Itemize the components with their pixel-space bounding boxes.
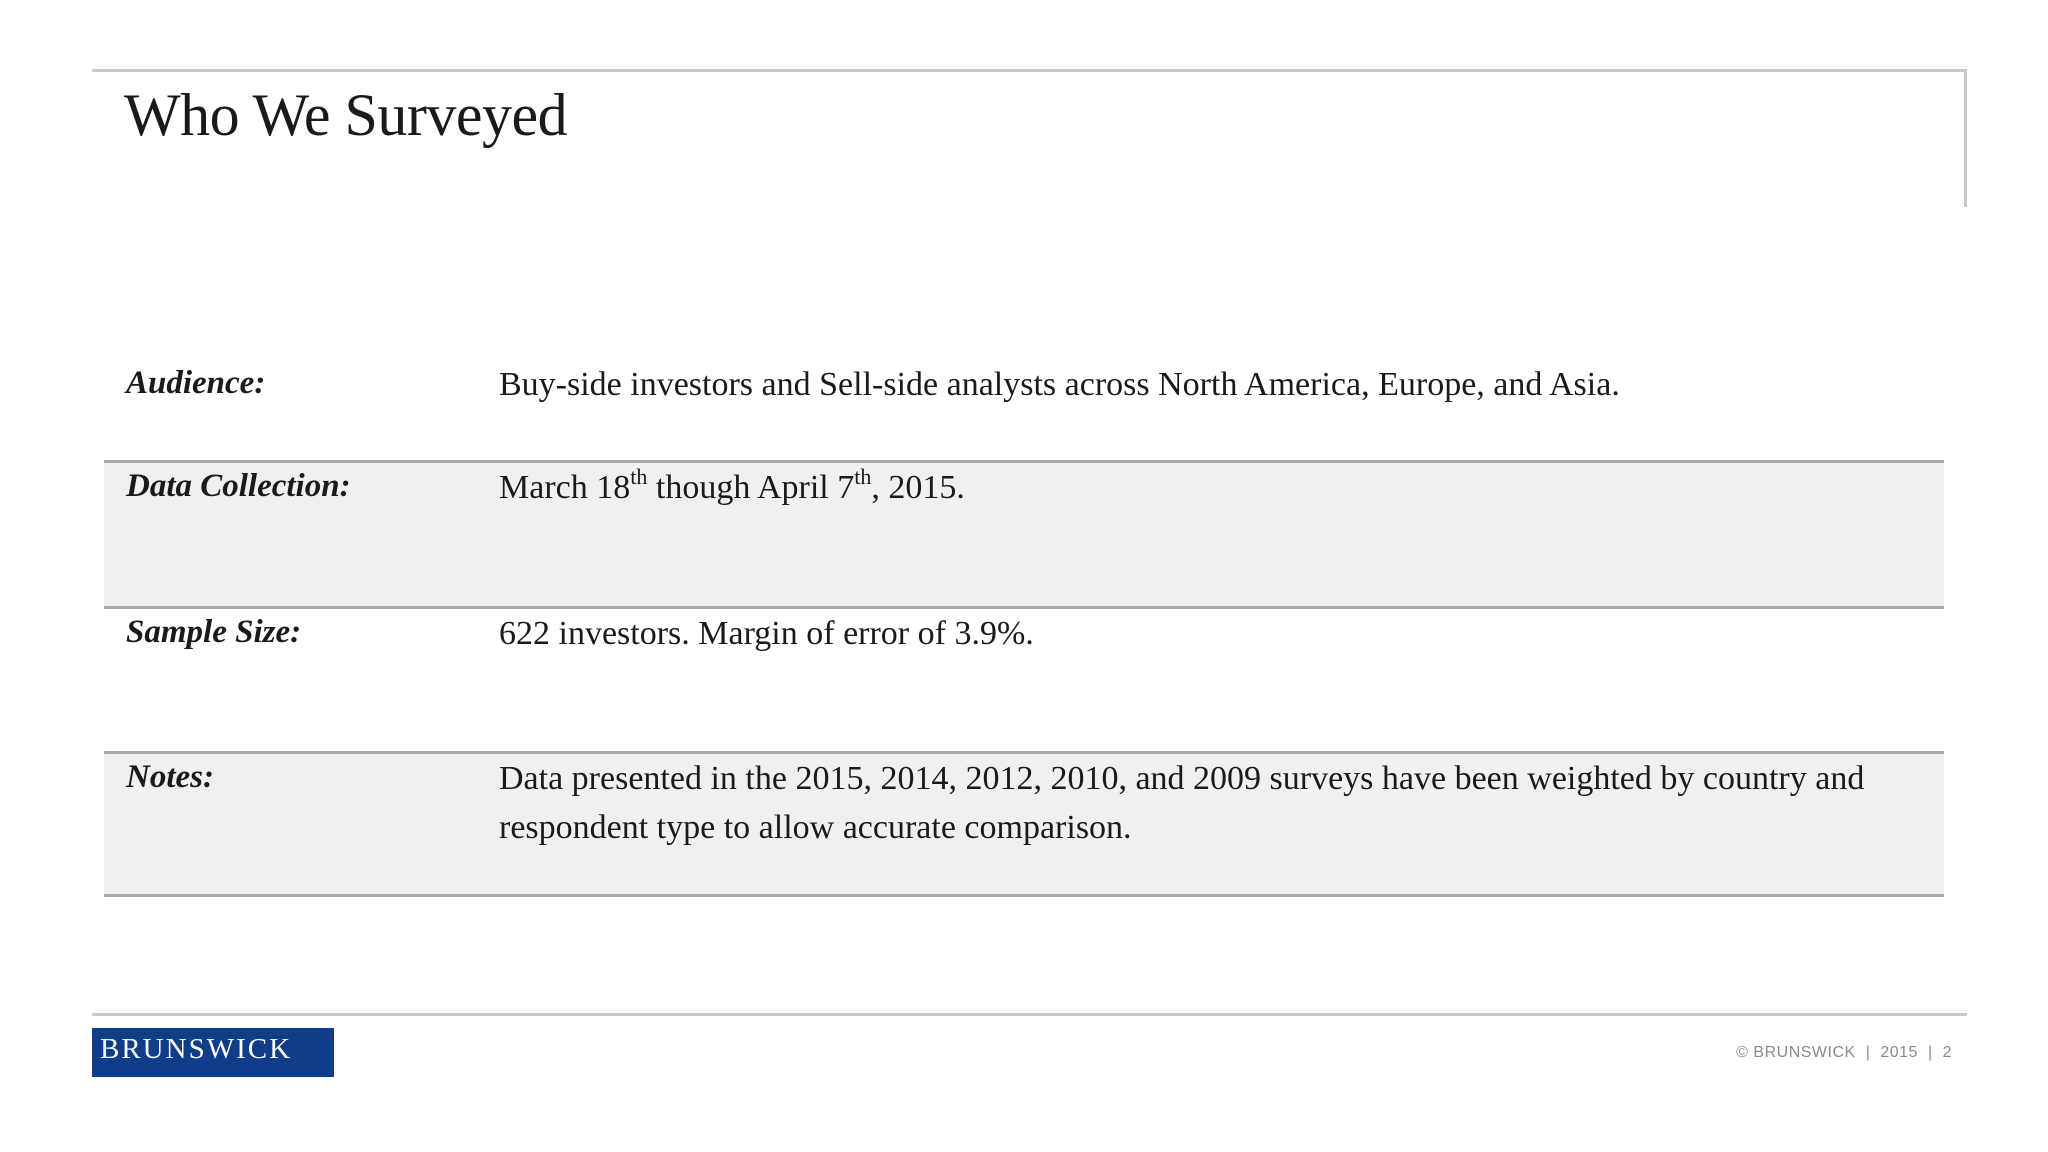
collection-end: though April 7 xyxy=(647,469,855,506)
brunswick-logo: BRUNSWICK xyxy=(92,1028,334,1077)
row-label-notes: Notes: xyxy=(126,759,214,795)
footer-separator: | xyxy=(1865,1044,1871,1061)
row-notes xyxy=(104,751,1944,897)
collection-start: March 18 xyxy=(499,469,631,506)
row-label-data-collection: Data Collection: xyxy=(126,468,351,504)
row-data-collection xyxy=(104,460,1944,606)
header-side-rule xyxy=(1964,69,1967,207)
row-audience xyxy=(104,340,1944,460)
row-label-audience: Audience: xyxy=(126,365,266,401)
page-number: 2 xyxy=(1942,1044,1952,1061)
row-label-sample-size: Sample Size: xyxy=(126,614,302,650)
footer-rule xyxy=(92,1013,1967,1016)
footer-separator: | xyxy=(1927,1044,1933,1061)
header-rule xyxy=(92,69,1967,72)
collection-end-suffix: th xyxy=(854,464,872,489)
survey-info-table xyxy=(104,340,1944,897)
footer-year: 2015 xyxy=(1880,1044,1918,1061)
row-value-sample-size: 622 investors. Margin of error of 3.9%. xyxy=(499,615,1034,652)
collection-start-suffix: th xyxy=(630,464,648,489)
collection-year: , 2015. xyxy=(871,469,965,506)
row-value-notes: Data presented in the 2015, 2014, 2012, 2010, and 2009 surveys have been weighted by country and respondent type to allow accurate comparison. xyxy=(499,760,1865,846)
footer-copyright xyxy=(1736,1044,1952,1062)
page-title: Who We Surveyed xyxy=(124,82,568,148)
row-value-audience: Buy-side investors and Sell-side analysts across North America, Europe, and Asia. xyxy=(499,366,1620,403)
copyright-text: © BRUNSWICK xyxy=(1736,1044,1856,1061)
row-value-data-collection xyxy=(499,463,1944,606)
row-sample-size xyxy=(104,606,1944,751)
